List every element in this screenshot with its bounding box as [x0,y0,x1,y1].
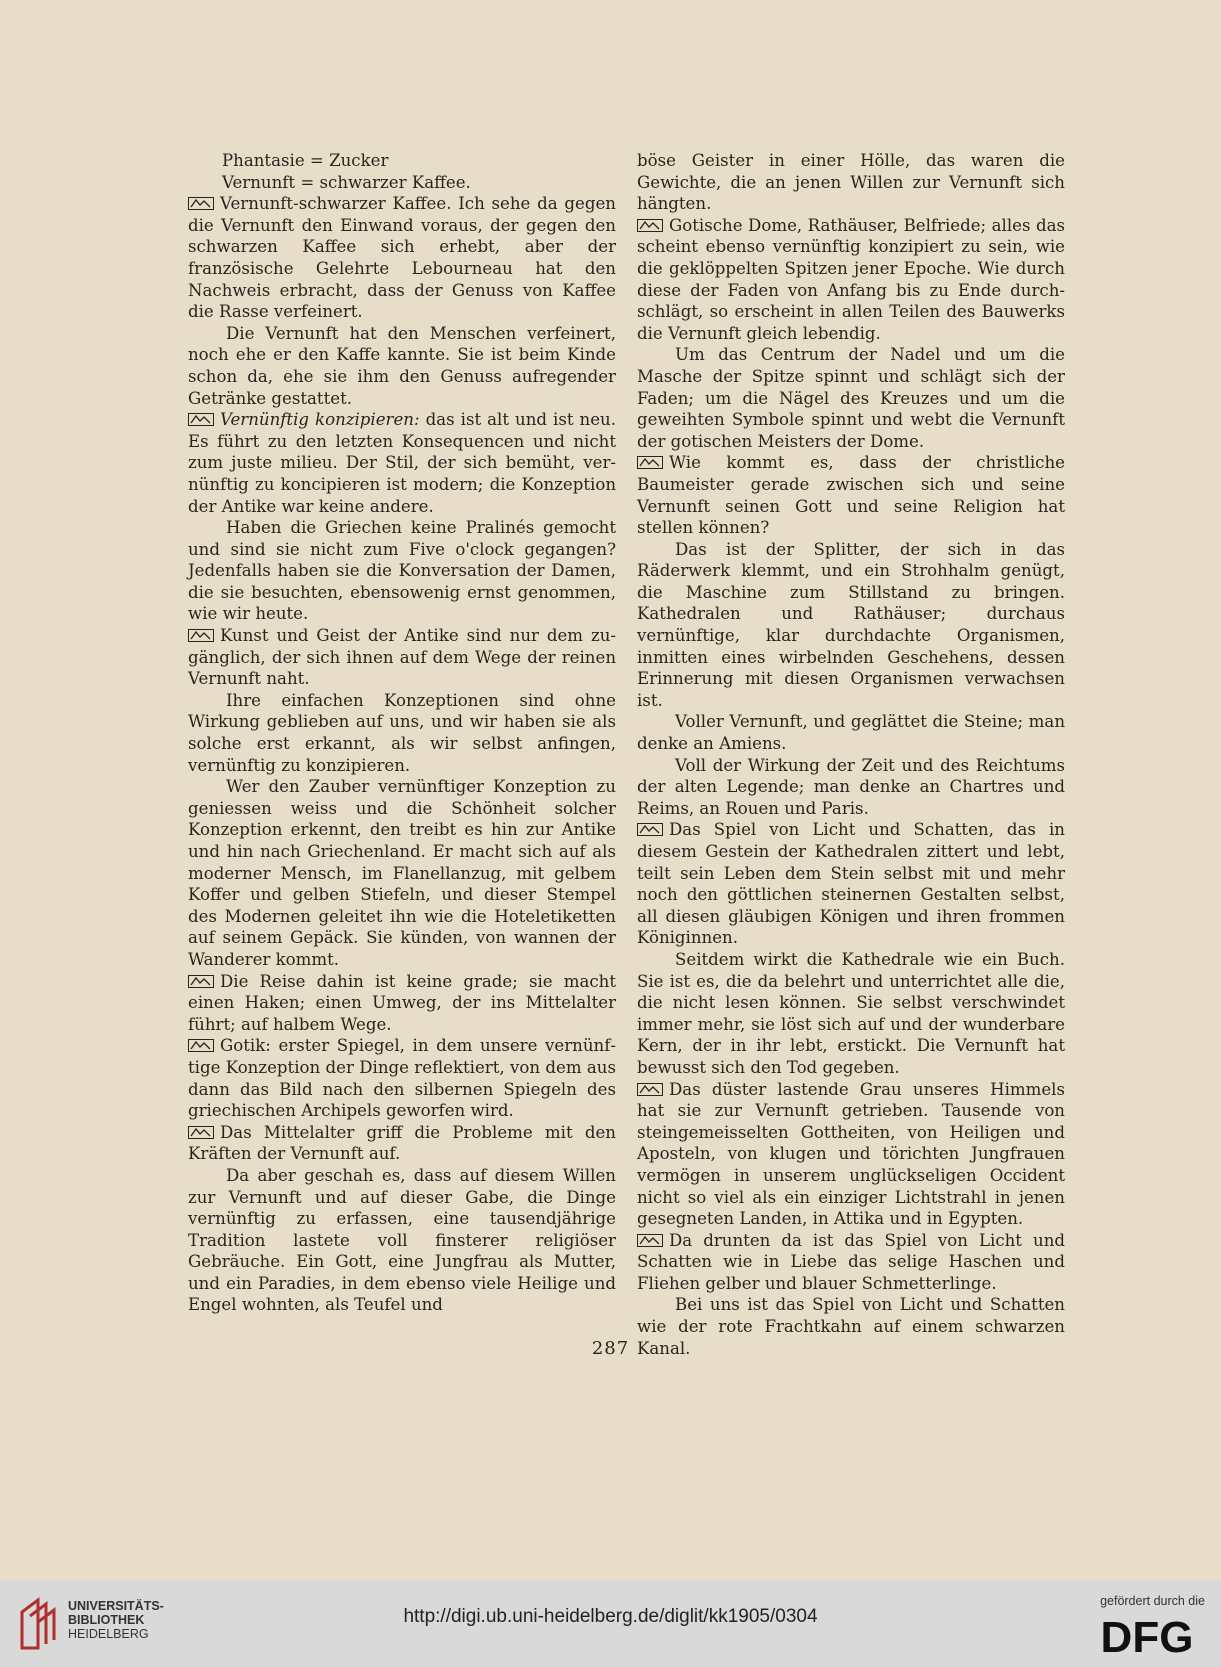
paragraph: Voller Vernunft, und geglättet die Steine; man denke an Amiens. [637,712,1065,754]
paragraph: Das ist der Splitter, der sich in das Räderwerk klemmt, und ein Strohhalm genügt, die Maschine zum Stillstand zu bringen. Kathedralen und Rathäuser; durchaus vernünftige, klar durchdachte Organismen, inmitten eines wirbelnden Geschehens, dessen Erinnerung mit diesen Organismen verwachsen ist. [637,539,1065,710]
paragraph: Bei uns ist das Spiel von Licht und Schatten wie der rote Frachtkahn auf einem schwarzen Kanal. [637,1295,1065,1358]
library-name-line: HEIDELBERG [68,1627,149,1641]
left-column [188,150,616,1316]
dfg-logo-text: DFG [1100,1616,1194,1656]
page-number: 287 [591,1338,630,1359]
sponsor-caption: gefördert durch die [1100,1594,1205,1608]
paragraph: Die Vernunft hat den Menschen verfeinert, noch ehe er den Kaffe kannte. Sie ist beim Kinde schon da, ehe sie ihm den Genuss aufregender Getränke gestattet. [188,323,616,408]
dfg-logo-icon[interactable] [1091,1616,1203,1656]
verse-line: Phantasie = Zucker [222,151,389,170]
paragraph: Das Mittelalter griff die Probleme mit den Kräften der Vernunft auf. [188,1122,616,1164]
paragraph: Um das Centrum der Nadel und um die Masche der Spitze spinnt und schlägt sich der Faden; um die Nägel des Kreuzes und um die geweihten Symbole spinnt und webt die Vernunft der gotischen Meisters der Dome. [637,345,1065,451]
paragraph-mark-icon [188,972,214,985]
paragraph: Vernunft-schwarzer Kaffee. Ich sehe da gegen die Vernunft den Einwand voraus, der gegen den schwarzen Kaffee sich erhebt, aber der französische Gelehrte Lebourneau hat den Nachweis erbracht, dass der Genuss von Kaffee die Rasse verfeinert. [188,194,616,322]
footer-bar [0,1580,1221,1667]
paragraph: Gotische Dome, Rathäuser, Belfriede; alles das scheint ebenso vernünftig konzipiert zu sein, wie die geklöppelten Spitzen jener Epoche. Wie durch diese der Faden von Anfang bis zu Ende durchschlägt, so erscheint in allen Teilen des Bauwerks die Vernunft gleich lebendig. [637,215,1065,343]
library-name-line: UNIVERSITÄTS- [68,1599,164,1613]
paragraph: Wer den Zauber vernünftiger Konzeption zu geniessen weiss und die Schönheit solcher Konzeption erkennt, den treibt es hin zur Antike und hin nach Griechenland. Er macht sich auf als moderner Mensch, im Flanellanzug, mit gelbem Koffer und gelben Stiefeln, und dieser Stempel des Modernen geleitet ihn wie die Hoteletiketten auf seinem Gepäck. Sie künden, von wannen der Wanderer kommt. [188,777,616,969]
library-name-line: BIBLIOTHEK [68,1613,145,1627]
paragraph-mark-icon [188,194,214,207]
paragraph: Haben die Griechen keine Pralinés gemocht und sind sie nicht zum Five o'clock gegangen? Jedenfalls haben sie die Konversation der Damen, die sie besuchten, ebensowenig ernst genommen, wie wir heute. [188,518,616,624]
paragraph: Wie kommt es, dass der christliche Baumeister gerade zwischen sich und seine Vernunft seinen Gott und seine Religion hat stellen können? [637,453,1065,538]
paragraph: böse Geister in einer Hölle, das waren die Gewichte, die an jenen Willen zur Vernunft sich hängten. [637,151,1065,214]
paragraph: Da aber geschah es, dass auf diesem Willen zur Vernunft und auf dieser Gabe, die Dinge vernünftig zu erfassen, eine tausendjährige Tradition lastete voll finsterer religiöser Gebräuche. Ein Gott, eine Jungfrau als Mutter, und ein Paradies, in dem ebenso viele Heilige und Engel wohnten, als Teufel und [188,1165,616,1315]
paragraph: Kunst und Geist der Antike sind nur dem zugänglich, der sich ihnen auf dem Wege der reinen Vernunft naht. [188,626,616,689]
paragraph-mark-icon [637,1080,663,1093]
italic-lead: Vernünftig konzipieren: [220,410,420,430]
paragraph: Da drunten da ist das Spiel von Licht und Schatten wie in Liebe das selige Haschen und Fliehen gelber und blauer Schmetterlinge. [637,1230,1065,1293]
paragraph-mark-icon [188,626,214,639]
paragraph-mark-icon [188,1036,214,1049]
paragraph-mark-icon [637,1231,663,1244]
permalink-url[interactable]: http://digi.ub.uni-heidelberg.de/diglit/kk1905/0304 [403,1606,818,1627]
paragraph: Das düster lastende Grau unseres Himmels hat sie zur Vernunft getrieben. Tausende von steingemeisselten Gottheiten, von Heiligen und Aposteln, von klugen und törichten Jungfrauen vermögen in unserem unglückseligen Occident nicht so viel als ein einziger Lichtstrahl in jenen gesegneten Landen, in Attika und in Egypten. [637,1079,1065,1229]
paragraph: Das Spiel von Licht und Schatten, das in diesem Gestein der Kathedralen zittert und lebt, teilt sein Leben dem Stein selbst mit und mehr noch den göttlichen steinernen Gestalten selbst, all diesen gläubigen Königen und ihren frommen Königinnen. [637,820,1065,948]
paragraph-mark-icon [637,820,663,833]
paragraph: Ihre einfachen Konzeptionen sind ohne Wirkung geblieben auf uns, und wir haben sie als solche erst erkannt, als wir selbst anfingen, vernünftig zu konzipieren. [188,690,616,775]
paragraph-mark-icon [188,410,214,423]
paragraph: Gotik: erster Spiegel, in dem unsere vernünftige Konzeption der Dinge reflektiert, von dem aus dann das Bild nach den silbernen Spiegeln des griechischen Archipels geworfen wird. [188,1036,616,1121]
verse-line: Vernunft = schwarzer Kaffee. [222,172,471,192]
paragraph: Voll der Wirkung der Zeit und des Reichtums der alten Legende; man denke an Chartres und Reims, an Rouen und Paris. [637,755,1065,818]
paragraph-mark-icon [637,216,663,229]
paragraph: Vernünftig konzipieren: das ist alt und ist neu. Es führt zu den letzten Konsequencen und nicht zum juste milieu. Der Stil, der sich bemüht, vernünftig zu koncipieren ist modern; die Konzeption der Antike war keine andere. [188,410,616,516]
paragraph-mark-icon [637,453,663,466]
right-column [637,150,1065,1359]
paragraph: Seitdem wirkt die Kathedrale wie ein Buch. Sie ist es, die da belehrt und unterrichtet alle die, die nicht lesen können. Sie selbst verschwindet immer mehr, sie löst sich auf und der wunderbare Kern, der in ihr lebt, erstickt. Die Vernunft hat bewusst sich den Tod gegeben. [637,949,1065,1077]
paragraph: Die Reise dahin ist keine grade; sie macht einen Haken; einen Umweg, der ins Mittelalter führt; auf halbem Wege. [188,971,616,1034]
paragraph-mark-icon [188,1123,214,1136]
